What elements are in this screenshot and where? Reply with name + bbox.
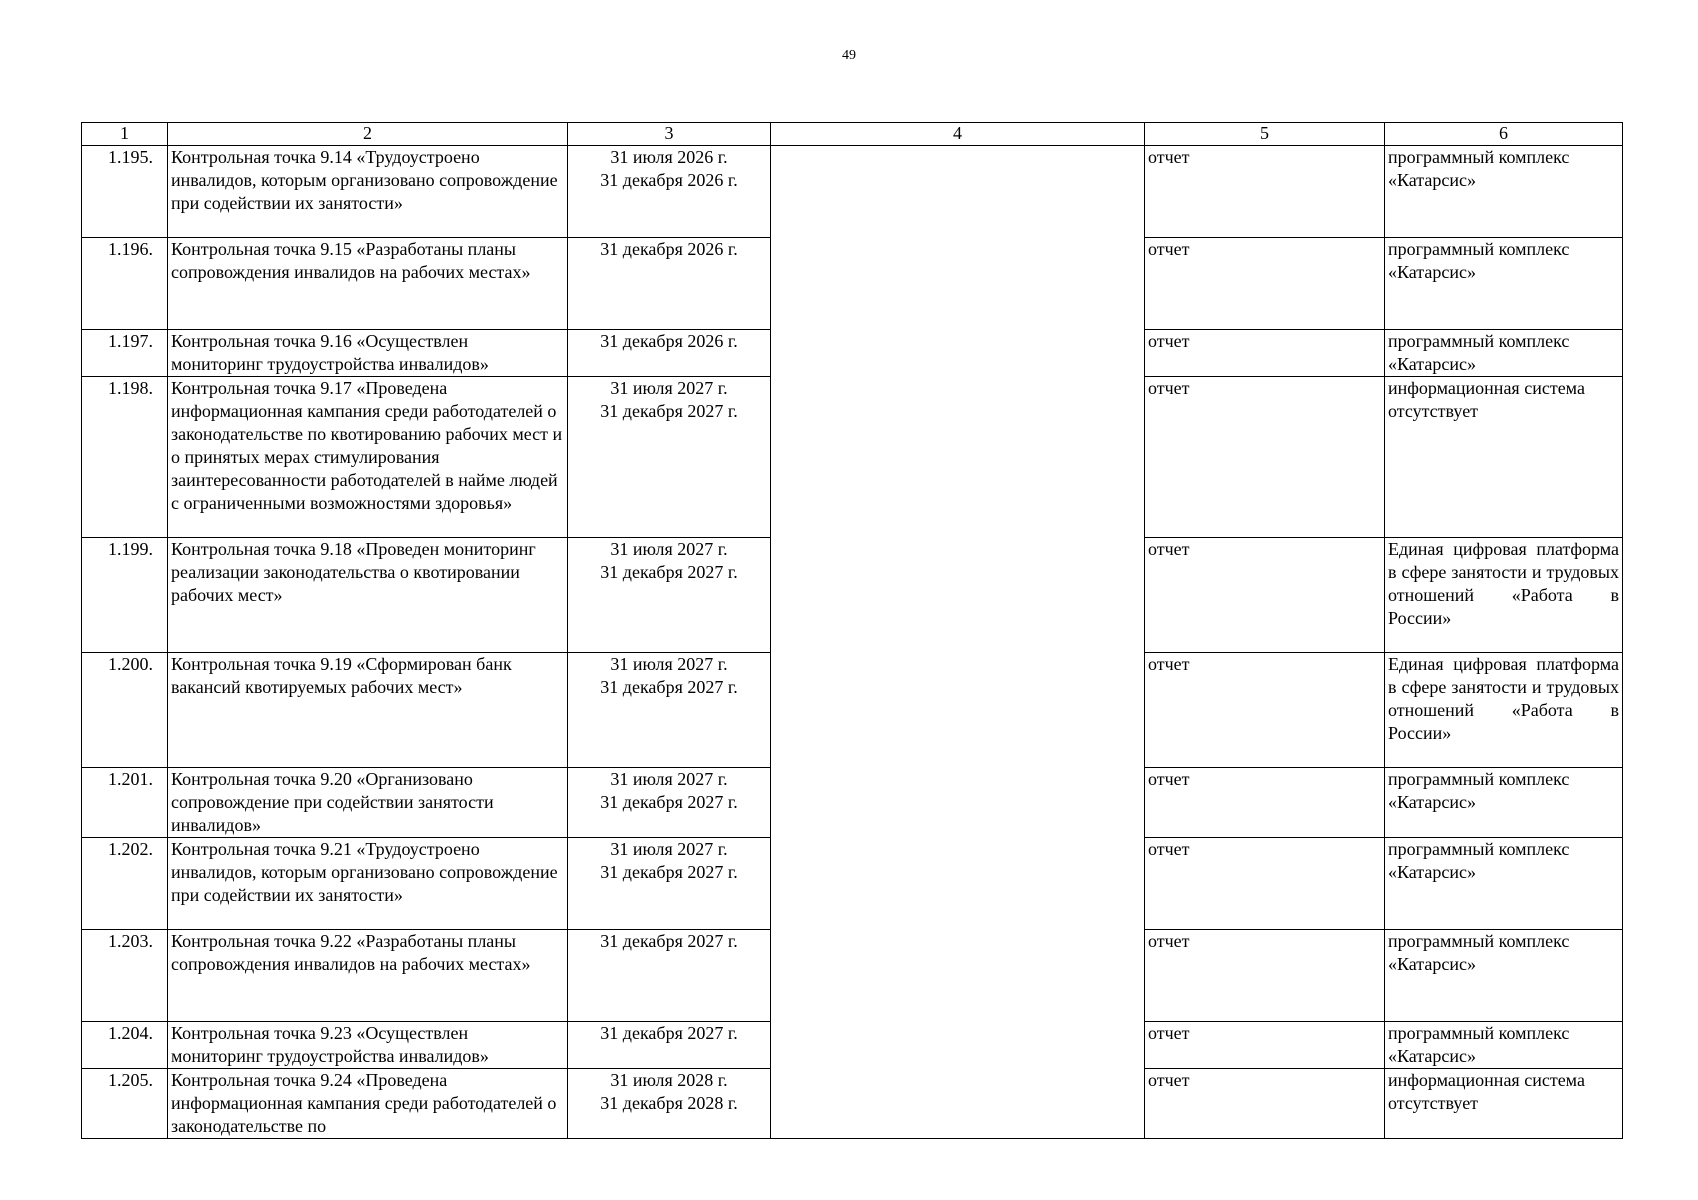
page-number: 49 xyxy=(842,48,856,63)
column-header: 2 xyxy=(168,123,568,146)
document-type: отчет xyxy=(1145,768,1385,838)
document-type: отчет xyxy=(1145,1022,1385,1069)
document-type: отчет xyxy=(1145,1069,1385,1139)
control-point-name: Контрольная точка 9.14 «Трудоустроено инвалидов, которым организовано сопровождение при содействии их занятости» xyxy=(168,146,568,238)
information-system: программный комплекс «Катарсис» xyxy=(1385,238,1623,330)
column-header: 3 xyxy=(568,123,771,146)
deadline-dates: 31 декабря 2026 г. xyxy=(568,330,771,377)
control-point-name: Контрольная точка 9.15 «Разработаны планы сопровождения инвалидов на рабочих местах» xyxy=(168,238,568,330)
deadline-dates: 31 июля 2027 г. 31 декабря 2027 г. xyxy=(568,538,771,653)
information-system: Единая цифровая платформа в сфере занятости и трудовых отношений «Работа в России» xyxy=(1385,653,1623,768)
row-number: 1.197. xyxy=(82,330,168,377)
information-system: программный комплекс «Катарсис» xyxy=(1385,146,1623,238)
deadline-dates: 31 июля 2028 г. 31 декабря 2028 г. xyxy=(568,1069,771,1139)
information-system: Единая цифровая платформа в сфере занятости и трудовых отношений «Работа в России» xyxy=(1385,538,1623,653)
deadline-dates: 31 июля 2026 г. 31 декабря 2026 г. xyxy=(568,146,771,238)
table-row xyxy=(82,146,1623,238)
row-number: 1.204. xyxy=(82,1022,168,1069)
row-number: 1.202. xyxy=(82,838,168,930)
column-header: 6 xyxy=(1385,123,1623,146)
column-header: 4 xyxy=(771,123,1145,146)
control-point-name: Контрольная точка 9.23 «Осуществлен мониторинг трудоустройства инвалидов» xyxy=(168,1022,568,1069)
control-point-name: Контрольная точка 9.19 «Сформирован банк вакансий квотируемых рабочих мест» xyxy=(168,653,568,768)
row-number: 1.200. xyxy=(82,653,168,768)
information-system: программный комплекс «Катарсис» xyxy=(1385,1022,1623,1069)
column-header: 1 xyxy=(82,123,168,146)
deadline-dates: 31 июля 2027 г. 31 декабря 2027 г. xyxy=(568,768,771,838)
deadline-dates: 31 июля 2027 г. 31 декабря 2027 г. xyxy=(568,838,771,930)
deadline-dates: 31 июля 2027 г. 31 декабря 2027 г. xyxy=(568,653,771,768)
deadline-dates: 31 июля 2027 г. 31 декабря 2027 г. xyxy=(568,377,771,538)
row-number: 1.195. xyxy=(82,146,168,238)
row-number: 1.198. xyxy=(82,377,168,538)
row-number: 1.203. xyxy=(82,930,168,1022)
document-type: отчет xyxy=(1145,930,1385,1022)
information-system: программный комплекс «Катарсис» xyxy=(1385,930,1623,1022)
information-system: программный комплекс «Катарсис» xyxy=(1385,768,1623,838)
deadline-dates: 31 декабря 2027 г. xyxy=(568,930,771,1022)
control-point-name: Контрольная точка 9.17 «Проведена информационная кампания среди работодателей о законодательстве по квотированию рабочих мест и о принятых мерах стимулирования заинтересованности работодателей в найме людей с ограниченными возможностями здоровья» xyxy=(168,377,568,538)
document-type: отчет xyxy=(1145,330,1385,377)
row-number: 1.196. xyxy=(82,238,168,330)
column-header: 5 xyxy=(1145,123,1385,146)
deadline-dates: 31 декабря 2026 г. xyxy=(568,238,771,330)
row-number: 1.199. xyxy=(82,538,168,653)
document-type: отчет xyxy=(1145,653,1385,768)
document-type: отчет xyxy=(1145,377,1385,538)
column-4-empty-cell xyxy=(771,146,1145,1139)
control-point-name: Контрольная точка 9.20 «Организовано сопровождение при содействии занятости инвалидов» xyxy=(168,768,568,838)
row-number: 1.205. xyxy=(82,1069,168,1139)
information-system: информационная система отсутствует xyxy=(1385,1069,1623,1139)
document-type: отчет xyxy=(1145,146,1385,238)
information-system: информационная система отсутствует xyxy=(1385,377,1623,538)
control-point-name: Контрольная точка 9.24 «Проведена информационная кампания среди работодателей о законодательстве по xyxy=(168,1069,568,1139)
control-points-table xyxy=(81,122,1623,1139)
information-system: программный комплекс «Катарсис» xyxy=(1385,838,1623,930)
document-type: отчет xyxy=(1145,838,1385,930)
document-type: отчет xyxy=(1145,538,1385,653)
control-point-name: Контрольная точка 9.18 «Проведен мониторинг реализации законодательства о квотировании рабочих мест» xyxy=(168,538,568,653)
deadline-dates: 31 декабря 2027 г. xyxy=(568,1022,771,1069)
document-type: отчет xyxy=(1145,238,1385,330)
control-point-name: Контрольная точка 9.16 «Осуществлен мониторинг трудоустройства инвалидов» xyxy=(168,330,568,377)
control-point-name: Контрольная точка 9.22 «Разработаны планы сопровождения инвалидов на рабочих местах» xyxy=(168,930,568,1022)
row-number: 1.201. xyxy=(82,768,168,838)
table-header-row xyxy=(82,123,1623,146)
control-point-name: Контрольная точка 9.21 «Трудоустроено инвалидов, которым организовано сопровождение при содействии их занятости» xyxy=(168,838,568,930)
information-system: программный комплекс «Катарсис» xyxy=(1385,330,1623,377)
